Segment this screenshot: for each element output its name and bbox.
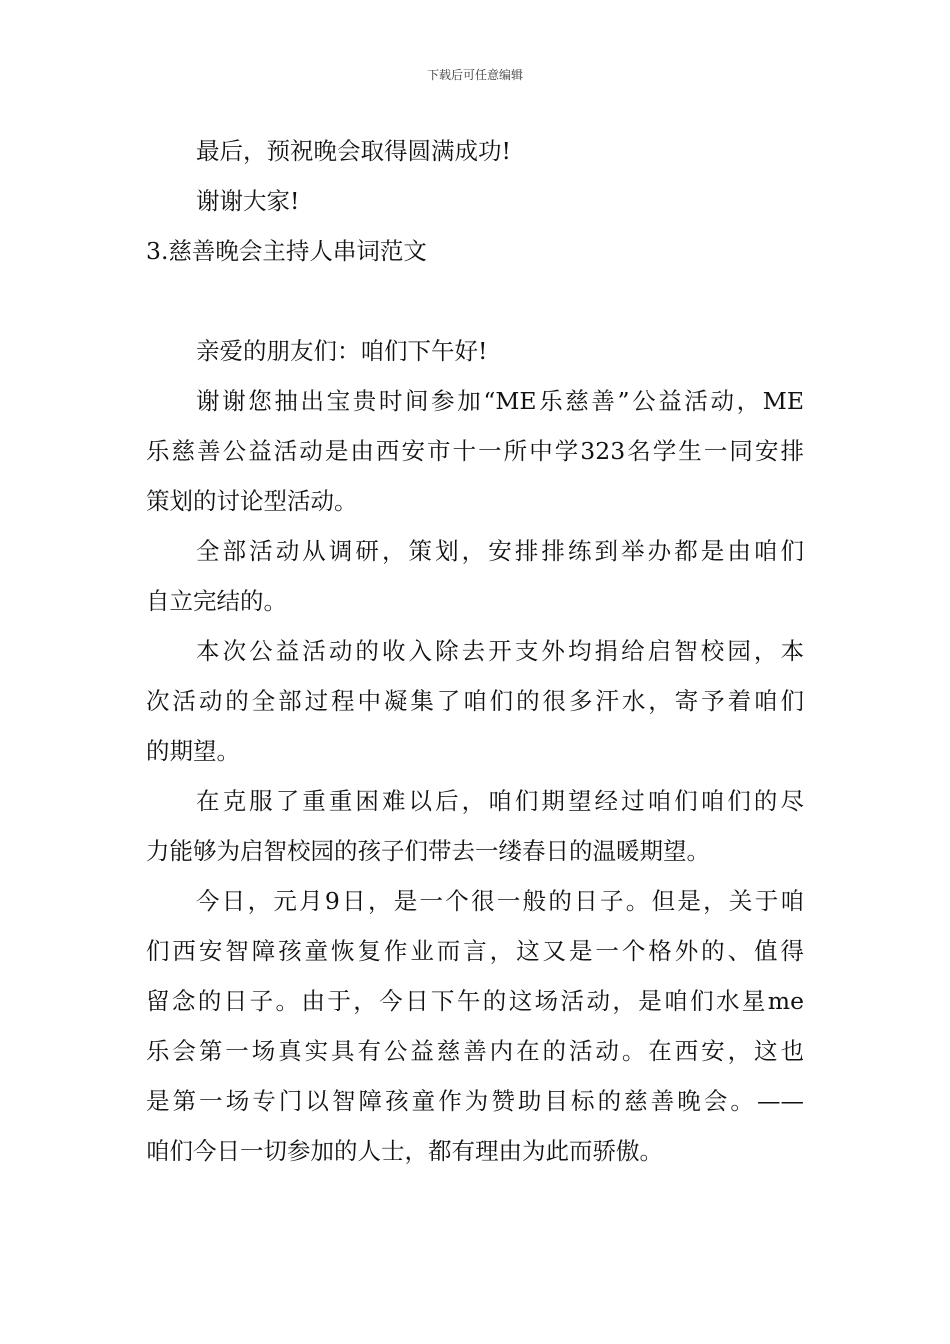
section-title: 3.慈善晚会主持人串词范文	[146, 237, 427, 265]
paragraph-1-line-1: 谢谢您抽出宝贵时间参加“ME乐慈善”公益活动，ME	[196, 387, 804, 415]
paragraph-4-line-2: 力能够为启智校园的孩子们带去一缕春日的温暖期望。	[146, 837, 710, 865]
paragraph-2-line-2: 自立完结的。	[146, 587, 287, 615]
paragraph-3-line-2: 次活动的全部过程中凝集了咱们的很多汗水，寄予着咱们	[146, 687, 804, 715]
paragraph-5-line-4: 乐会第一场真实具有公益慈善内在的活动。在西安，这也	[146, 1037, 804, 1065]
paragraph-5-line-6: 咱们今日一切参加的人士，都有理由为此而骄傲。	[146, 1137, 663, 1165]
paragraph-5-line-3: 留念的日子。由于，今日下午的这场活动，是咱们水星me	[146, 987, 804, 1015]
paragraph-4-line-1: 在克服了重重困难以后，咱们期望经过咱们咱们的尽	[196, 787, 804, 815]
greeting: 亲爱的朋友们：咱们下午好!	[196, 337, 488, 365]
closing-thanks: 谢谢大家!	[196, 187, 300, 215]
paragraph-1-line-3: 策划的讨论型活动。	[146, 487, 358, 515]
page-header: 下载后可任意编辑	[426, 68, 523, 82]
paragraph-3-line-1: 本次公益活动的收入除去开支外均捐给启智校园，本	[196, 637, 804, 665]
paragraph-2-line-1: 全部活动从调研，策划，安排排练到举办都是由咱们	[196, 537, 804, 565]
paragraph-1-line-2: 乐慈善公益活动是由西安市十一所中学323名学生一同安排	[146, 437, 804, 465]
paragraph-3-line-3: 的期望。	[146, 737, 240, 765]
paragraph-5-line-1: 今日，元月9日，是一个很一般的日子。但是，关于咱	[196, 887, 804, 915]
paragraph-5-line-2: 们西安智障孩童恢复作业而言，这又是一个格外的、值得	[146, 937, 804, 965]
closing-wish: 最后，预祝晚会取得圆满成功!	[196, 137, 511, 165]
paragraph-5-line-5: 是第一场专门以智障孩童作为赞助目标的慈善晚会。——	[146, 1087, 804, 1115]
